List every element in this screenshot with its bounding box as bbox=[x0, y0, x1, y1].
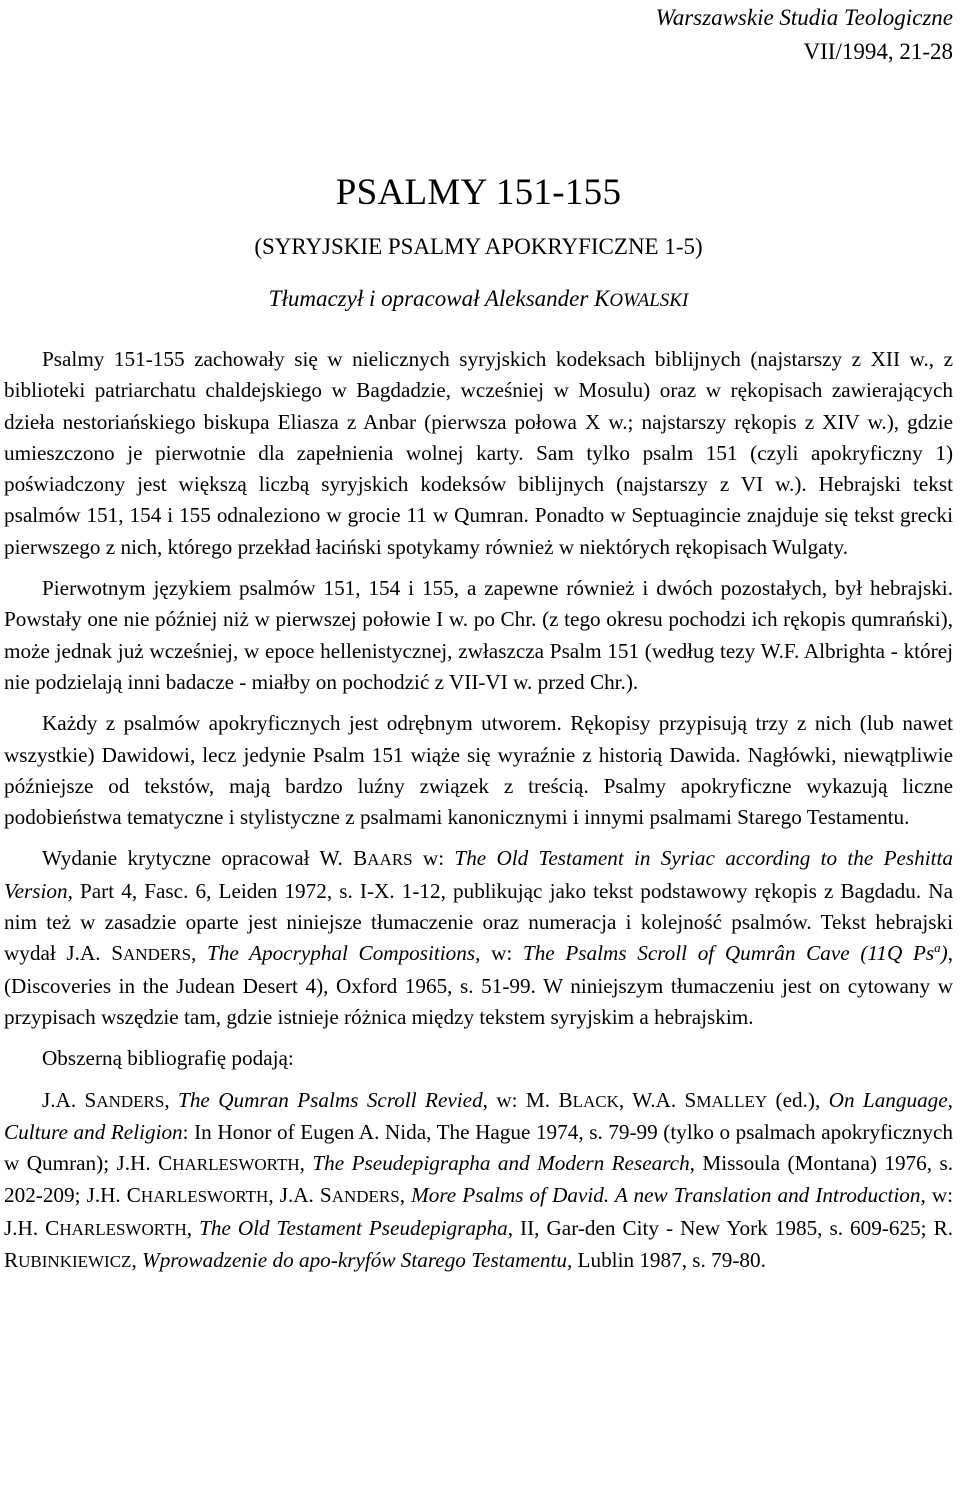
article-title: PSALMY 151-155 bbox=[335, 172, 622, 213]
translator-surname-rest: OWALSKI bbox=[609, 290, 689, 311]
p6-rubinkiewicz-initial: R bbox=[4, 1248, 19, 1273]
p6-text-l: , J.A. bbox=[268, 1183, 320, 1208]
p6-text-i: , bbox=[299, 1151, 313, 1176]
p6-title-ot-pseudepigrapha: The Old Testament Pseudepigrapha bbox=[199, 1215, 508, 1240]
p6-sanders-rest-2: ANDERS bbox=[331, 1187, 400, 1207]
p6-title-more-psalms: More Psalms of David. A new Translation and Introduction, bbox=[411, 1183, 926, 1208]
paragraph-1: Psalmy 151-155 zachowały się w nielicznych syryjskich kodeksach biblijnych (najstarszy z XII w., z biblioteki patriarchatu chaldejskiego w Bagdadzie, wcześniej w Mosulu) oraz w rękopisach zawierających dzieła nestoriańskiego biskupa Eliasza z Anbar (pierwsza połowa X w.; najstarszy rękopis z XIV w.), gdzie umieszczono je pierwotnie dla zapełnienia wolnej karty. Sam tylko psalm 151 (czyli apokryficzny 1) poświadczony jest większą liczbą syryjskich kodeksów biblijnych (najstarszy z VI w.). Hebrajski tekst psalmów 151, 154 i 155 odnaleziono w grocie 11 w Qumran. Ponadto w Septuagincie znajduje się tekst grecki pierwszego z nich, którego przekład łaciński spotykamy również w niektórych rękopisach Wulgaty. bbox=[4, 347, 953, 559]
author-sanders-initial: S bbox=[111, 941, 124, 966]
p6-sanders-initial: S bbox=[84, 1087, 97, 1112]
paragraph-2: Pierwotnym językiem psalmów 151, 154 i 155, a zapewne również i dwóch pozostałych, był hebrajski. Powstały one nie później niż w pierwszej połowie I w. po Chr. (z tego okresu pochodzi ich rękopis qumrański), może jednak już wcześniej, w epoce hellenistycznej, zwłaszcza Psalm 151 (według tezy W.F. Albrighta - której nie podzielają inni badacze - miałby on pochodzić z VII-VI w. przed Chr.). bbox=[4, 576, 953, 694]
p6-charlesworth-initial-3: C bbox=[45, 1215, 60, 1240]
p4-superscript-a: a bbox=[934, 940, 941, 956]
p4-title-psalms-scroll-main: The Psalms Scroll of Qumrân Cave (11Q Ps bbox=[522, 941, 935, 966]
p4-title-psalms-scroll-end: ) bbox=[940, 941, 948, 966]
translator-surname-initial: K bbox=[594, 286, 610, 311]
p6-title-language: On Language, Culture and Religion bbox=[4, 1087, 953, 1144]
p6-text-b: , bbox=[164, 1087, 179, 1112]
journal-name: Warszawskie Studia Teologiczne bbox=[655, 5, 953, 30]
p4-text-c: w: bbox=[412, 846, 455, 871]
author-baars-initial: B bbox=[353, 846, 368, 871]
paragraph-3: Każdy z psalmów apokryficznych jest odrębnym utworem. Rękopisy przypisują trzy z nich (lub nawet wszystkie) Dawidowi, lecz jedynie Psalm 151 wiąże się wyraźnie z historią Dawida. Nagłówki, niewątpliwie późniejsze od tekstów, mają bardzo luźny związek z treścią. Psalmy apokryficzne wykazują liczne podobieństwa tematyczne i stylistyczne z psalmami kanonicznymi i innymi psalmami Starego Testamentu. bbox=[4, 711, 953, 830]
p6-text-f: (ed.), bbox=[767, 1087, 829, 1112]
p6-title-pseudepigrapha-research: The Pseudepigrapha and Modern Research bbox=[312, 1151, 690, 1176]
paragraph-6-bibliography bbox=[4, 1085, 953, 1278]
p6-sanders-rest: ANDERS bbox=[96, 1091, 165, 1111]
author-sanders-rest: ANDERS bbox=[123, 945, 192, 965]
p6-text-d: , w: M. bbox=[482, 1087, 559, 1112]
p6-smalley-initial: S bbox=[684, 1087, 697, 1112]
p6-text-m: , bbox=[399, 1183, 412, 1208]
p4-title-psalms-scroll bbox=[523, 941, 948, 965]
article-subtitle: (SYRYJSKIE PSALMY APOKRYFICZNE 1-5) bbox=[254, 234, 703, 259]
paragraph-5: Obszerną bibliografię podają: bbox=[42, 1046, 294, 1071]
p6-title-qumran: The Qumran Psalms Scroll Revied bbox=[178, 1087, 483, 1112]
p4-text-g: , bbox=[191, 941, 207, 966]
p6-charlesworth-initial-2: C bbox=[126, 1183, 141, 1208]
p6-charlesworth-rest-2: HARLESWORTH bbox=[140, 1187, 269, 1207]
p4-text-e: , Part 4, Fasc. 6, Leiden 1972, s. I-X. 1-12, publikując jako tekst podstawowy rękopis z Bagdadu. Na nim też w zasadzie oparte jest niniejsze tłumaczenie oraz numeracja i kolejność psalmów. Tekst hebrajski wydał J.A. bbox=[4, 878, 953, 966]
p6-text-e: , W.A. bbox=[618, 1087, 685, 1112]
author-baars-rest: AARS bbox=[367, 850, 413, 870]
document-page bbox=[4, 0, 953, 1512]
p6-text-a: J.A. bbox=[42, 1087, 85, 1112]
p6-charlesworth-rest-3: HARLESWORTH bbox=[59, 1219, 187, 1239]
p6-smalley-rest: MALLEY bbox=[696, 1091, 768, 1111]
p6-charlesworth-initial-1: C bbox=[158, 1151, 173, 1176]
p6-text-s: , bbox=[131, 1248, 143, 1273]
article-body bbox=[4, 344, 953, 1282]
p6-rubinkiewicz-rest: UBINKIEWICZ bbox=[18, 1252, 132, 1272]
p4-text-i: , w: bbox=[475, 941, 523, 966]
p4-title-peshitta: The Old Testament in Syriac according to the Peshitta Version bbox=[4, 846, 954, 903]
translator-line bbox=[4, 284, 953, 316]
paragraph-4 bbox=[4, 843, 953, 1033]
p6-black-rest: LACK bbox=[572, 1091, 619, 1111]
p6-text-k: , Missoula (Montana) 1976, s. 202-209; J.H. bbox=[4, 1151, 954, 1208]
p6-text-o: w: J.H. bbox=[4, 1183, 954, 1240]
p4-text-k: , (Discoveries in the Judean Desert 4), Oxford 1965, s. 51-99. W niniejszym tłumaczeniu jest on cytowany w przypisach wszędzie tam, gdzie istnieje różnica między tekstem syryjskim a hebrajskim. bbox=[4, 941, 953, 1029]
translator-prefix: Tłumaczył i opracował Aleksander bbox=[268, 286, 595, 311]
p6-charlesworth-rest-1: HARLESWORTH bbox=[172, 1155, 300, 1175]
p6-text-u: Lublin 1987, s. 79-80. bbox=[572, 1248, 766, 1273]
p6-text-r: , II, Gar-den City - New York 1985, s. 609-625; R. bbox=[507, 1215, 954, 1240]
p6-text-p: , bbox=[186, 1215, 200, 1240]
p4-text-a: Wydanie krytyczne opracował W. bbox=[42, 846, 354, 871]
p4-title-apocryphal: The Apocryphal Compositions bbox=[207, 941, 476, 966]
p6-title-wprowadzenie: Wprowadzenie do apo-kryfów Starego Testamentu, bbox=[142, 1248, 573, 1273]
p6-sanders-initial-2: S bbox=[319, 1183, 332, 1208]
journal-issue: VII/1994, 21-28 bbox=[803, 39, 953, 64]
p6-black-initial: B bbox=[558, 1087, 573, 1112]
p6-text-h: : In Honor of Eugen A. Nida, The Hague 1974, s. 79-99 (tylko o psalmach apokryficznych w Qumran); J.H. bbox=[4, 1119, 953, 1176]
